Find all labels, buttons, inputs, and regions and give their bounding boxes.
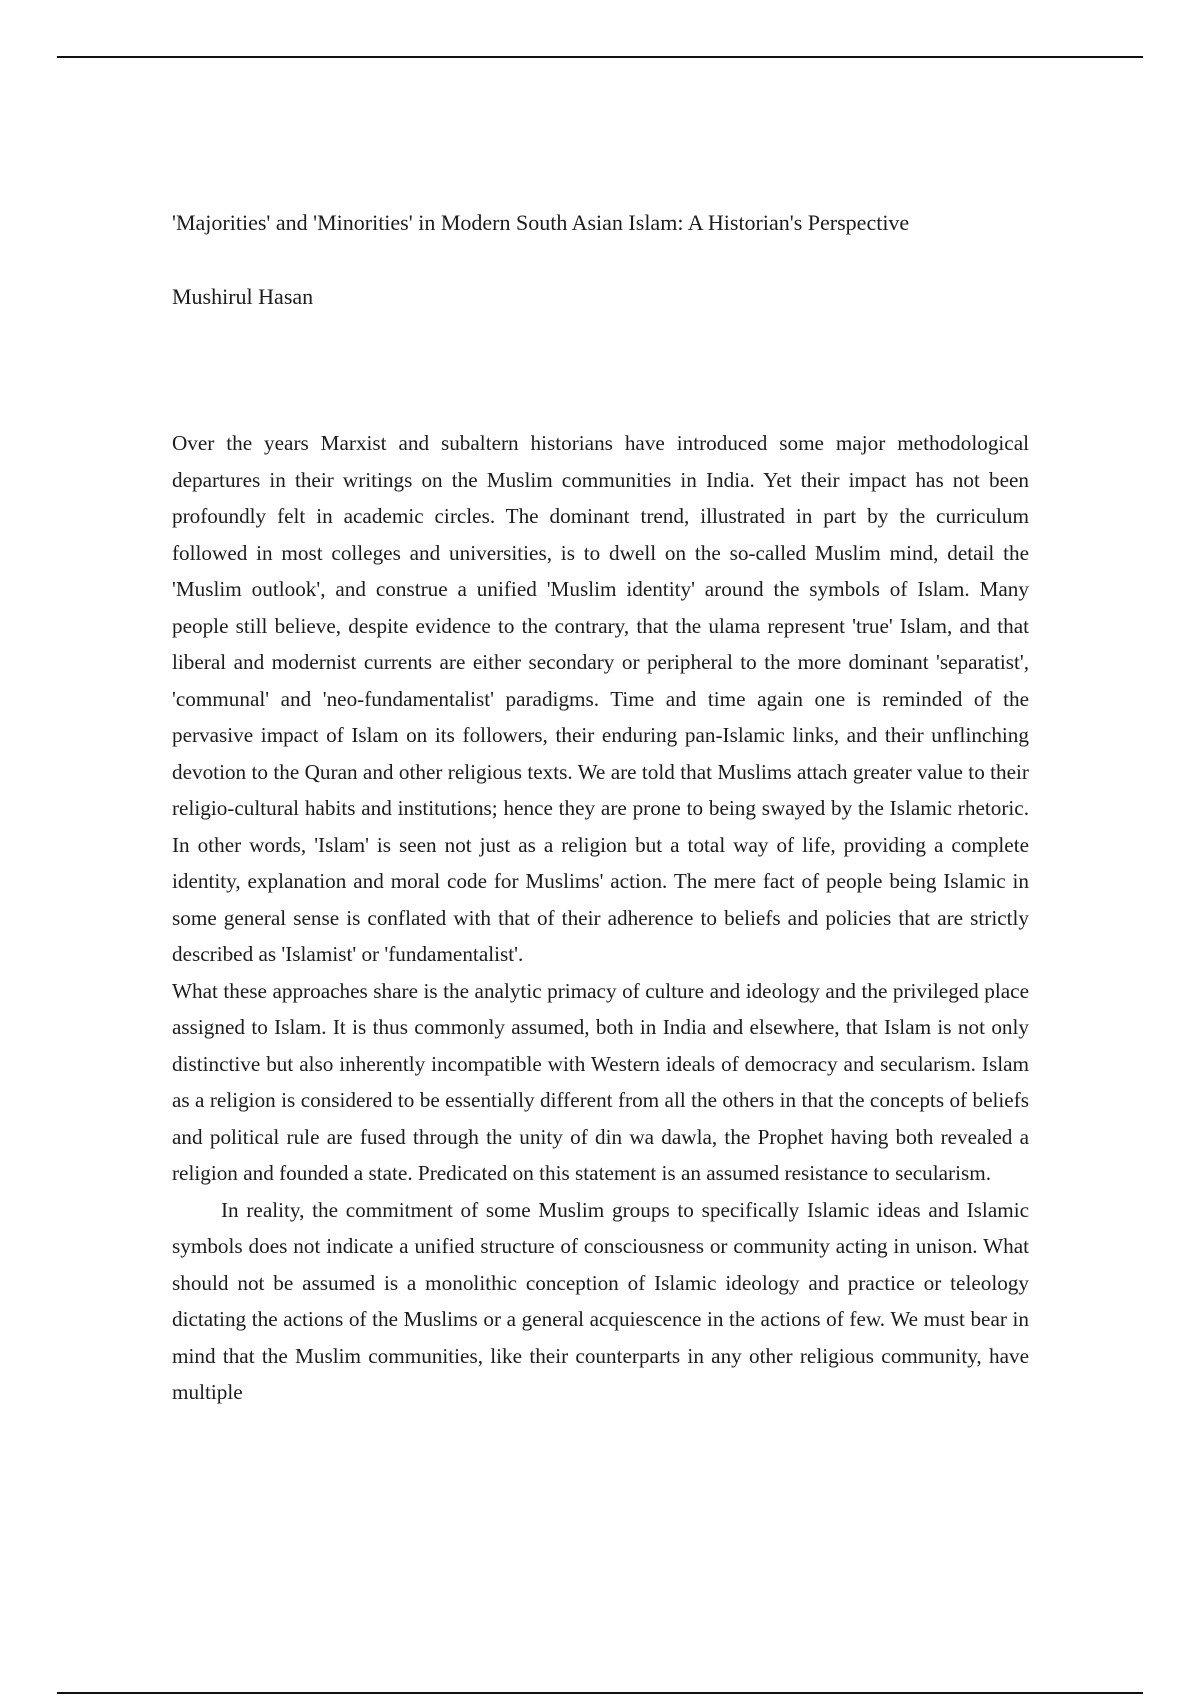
- document-title: 'Majorities' and 'Minorities' in Modern South Asian Islam: A Historian's Perspective: [172, 210, 910, 235]
- top-rule: [57, 56, 1143, 58]
- document-author: Mushirul Hasan: [172, 284, 314, 309]
- paragraph-2: What these approaches share is the analytic primacy of culture and ideology and the privileged place assigned to Islam. It is thus commonly assumed, both in India and elsewhere, that Islam is not only distinctive but also inherently incompatible with Western ideals of democracy and secularism. Islam as a religion is considered to be essentially different from all the others in that the concepts of beliefs and political rule are fused through the unity of din wa dawla, the Prophet having both revealed a religion and founded a state. Predicated on this statement is an assumed resistance to secularism.: [172, 978, 1029, 1185]
- paragraph-1: Over the years Marxist and subaltern historians have introduced some major methodological departures in their writings on the Muslim communities in India. Yet their impact has not been profoundly felt in academic circles. The dominant trend, illustrated in part by the curriculum followed in most colleges and universities, is to dwell on the so-called Muslim mind, detail the 'Muslim outlook', and construe a unified 'Muslim identity' around the symbols of Islam. Many people still believe, despite evidence to the contrary, that the ulama represent 'true' Islam, and that liberal and modernist currents are either secondary or peripheral to the more dominant 'separatist', 'communal' and 'neo-fundamentalist' paradigms. Time and time again one is reminded of the pervasive impact of Islam on its followers, their enduring pan-Islamic links, and their unflinching devotion to the Quran and other religious texts. We are told that Muslims attach greater value to their religio-cultural habits and institutions; hence they are prone to being swayed by the Islamic rhetoric. In other words, 'Islam' is seen not just as a religion but a total way of life, providing a complete identity, explanation and moral code for Muslims' action. The mere fact of people being Islamic in some general sense is conflated with that of their adherence to beliefs and policies that are strictly described as 'Islamist' or 'fundamentalist'.: [172, 431, 1029, 966]
- body-text: [172, 425, 1029, 1411]
- bottom-rule: [57, 1692, 1143, 1694]
- paragraph-3: In reality, the commitment of some Muslim groups to specifically Islamic ideas and Islamic symbols does not indicate a unified structure of consciousness or community acting in unison. What should not be assumed is a monolithic conception of Islamic ideology and practice or teleology dictating the actions of the Muslims or a general acquiescence in the actions of few. We must bear in mind that the Muslim communities, like their counterparts in any other religious community, have multiple: [172, 1197, 1029, 1404]
